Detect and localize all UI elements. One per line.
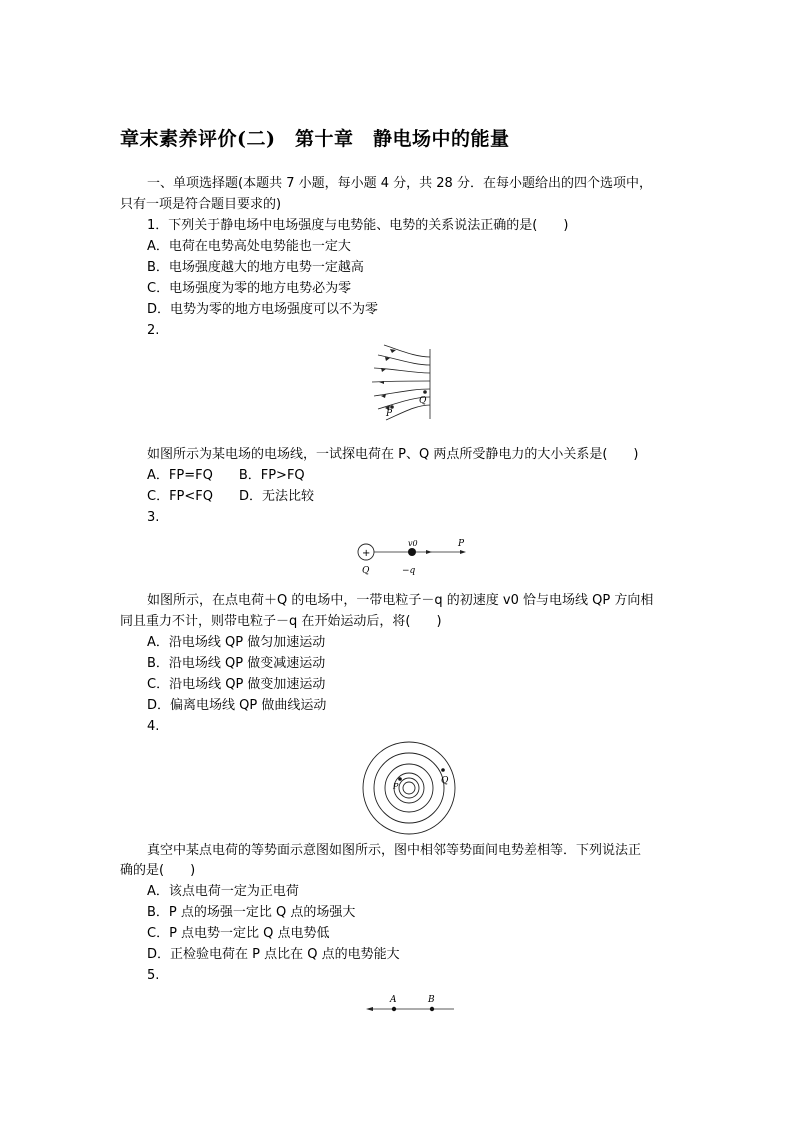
charge-q-label: Q <box>362 566 370 576</box>
q2-stem: 如图所示为某电场的电场线，一试探电荷在 P、Q 两点所受静电力的大小关系是( ) <box>147 447 639 462</box>
q3-option-c: C．沿电场线 QP 做变加速运动 <box>147 677 326 692</box>
q2-number: 2. <box>147 323 160 338</box>
q4-option-b: B．P 点的场强一定比 Q 点的场强大 <box>147 905 356 920</box>
electric-field-lines-figure <box>368 343 438 425</box>
point-p-label: P <box>393 782 399 791</box>
q4-stem-line-1: 真空中某点电荷的等势面示意图如图所示，图中相邻等势面间电势差相等．下列说法正 <box>147 843 642 858</box>
q1-option-d: D．电势为零的地方电场强度可以不为零 <box>147 302 379 317</box>
field-line-ab-figure <box>364 992 458 1018</box>
q4-number: 4. <box>147 719 160 734</box>
point-charge-particle-figure <box>352 535 472 577</box>
q3-number: 3. <box>147 510 160 525</box>
point-p-label: P <box>458 539 465 549</box>
q4-option-c: C．P 点电势一定比 Q 点电势低 <box>147 926 330 941</box>
q1-option-a: A．电荷在电势高处电势能也一定大 <box>147 239 351 254</box>
q4-option-a: A．该点电荷一定为正电荷 <box>147 884 299 899</box>
equipotential-surfaces-figure <box>361 740 457 836</box>
q2-options-row-1: A．FP=FQ B．FP>FQ <box>147 468 305 483</box>
point-b-label: B <box>428 995 435 1005</box>
q5-number: 5. <box>147 968 160 983</box>
positive-charge-sign: + <box>362 548 371 559</box>
q3-stem-line-1: 如图所示，在点电荷＋Q 的电场中，一带电粒子－q 的初速度 v0 恰与电场线 QP 方向相 <box>147 593 654 608</box>
q3-option-b: B．沿电场线 QP 做变减速运动 <box>147 656 326 671</box>
point-q-label: Q <box>419 396 427 406</box>
q3-stem-line-2: 同且重力不计，则带电粒子－q 在开始运动后，将( ) <box>120 614 442 629</box>
section-heading-line-1: 一、单项选择题(本题共 7 小题，每小题 4 分，共 28 分．在每小题给出的四个选项中， <box>147 176 652 191</box>
point-q-label: Q <box>441 776 449 786</box>
q3-option-d: D．偏离电场线 QP 做曲线运动 <box>147 698 327 713</box>
q2-options-row-2: C．FP<FQ D．无法比较 <box>147 489 315 504</box>
section-heading-line-2: 只有一项是符合题目要求的) <box>120 197 282 212</box>
q4-stem-line-2: 确的是( ) <box>120 863 196 878</box>
q1-option-b: B．电场强度越大的地方电势一定越高 <box>147 260 364 275</box>
q3-option-a: A．沿电场线 QP 做匀加速运动 <box>147 635 326 650</box>
q1-option-c: C．电场强度为零的地方电势必为零 <box>147 281 352 296</box>
page-title: 章末素养评价(二) 第十章 静电场中的能量 <box>120 128 510 150</box>
particle-label: −q <box>402 566 416 576</box>
velocity-label: v0 <box>408 539 418 548</box>
q4-option-d: D．正检验电荷在 P 点比在 Q 点的电势能大 <box>147 947 400 962</box>
point-a-label: A <box>390 995 397 1005</box>
point-p-label: P <box>386 409 393 419</box>
q1-stem: 1．下列关于静电场中电场强度与电势能、电势的关系说法正确的是( ) <box>147 218 569 233</box>
